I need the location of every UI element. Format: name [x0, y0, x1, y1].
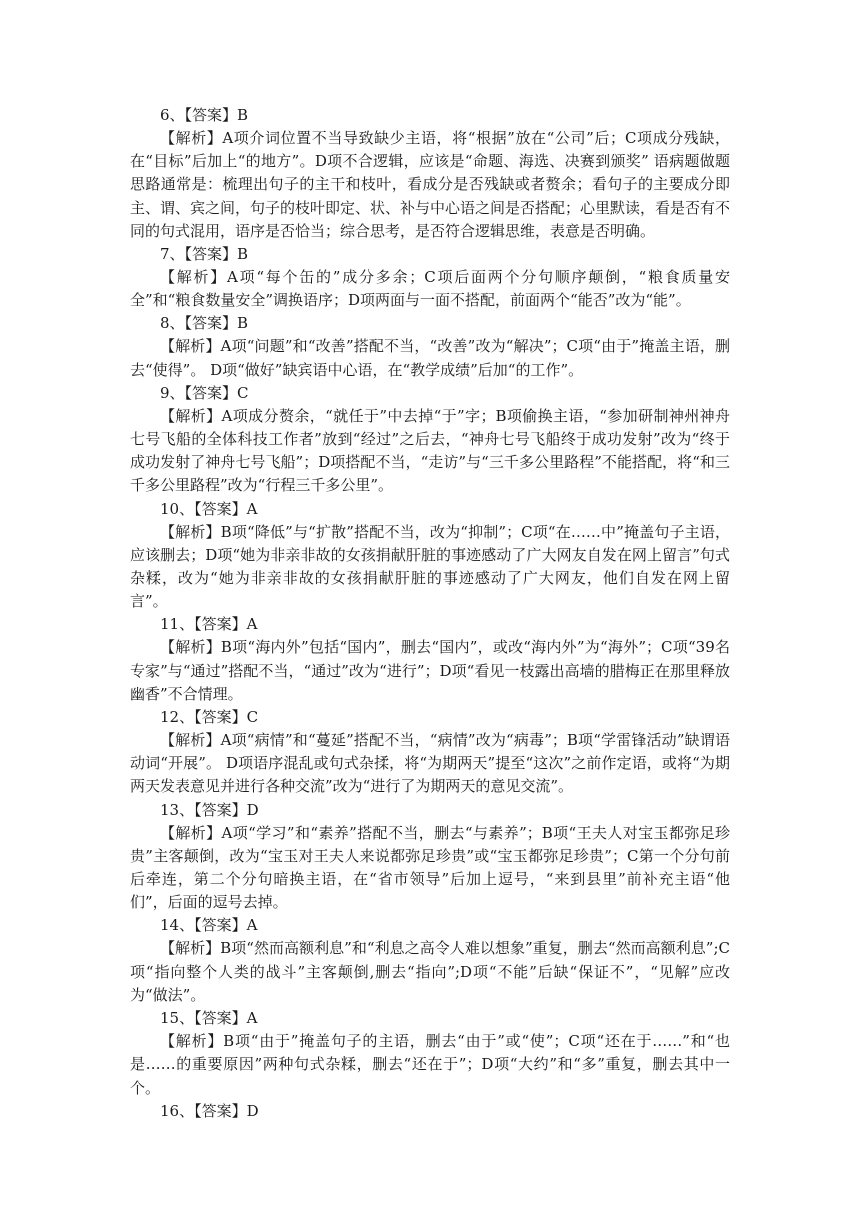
answer-entry-12	[130, 706, 730, 799]
document-body	[130, 104, 730, 1123]
answer-line: 11、【答案】A	[160, 615, 258, 634]
answer-line: 10、【答案】A	[160, 499, 258, 518]
answer-line: 8、【答案】B	[160, 314, 249, 333]
answer-entry-6	[130, 104, 730, 243]
answer-line: 6、【答案】B	[160, 106, 249, 124]
answer-line: 13、【答案】D	[160, 800, 259, 819]
analysis-paragraph: 【解析】A项“学习”和“素养”搭配不当，删去“与素养”；B项“王夫人对宝玉都弥足珍贵”主客颠倒，改为“宝玉对王夫人来说都弥足珍贵”或“宝玉都弥足珍贵”；C第一个分句前后牵连，第二个分句暗换主语，在“省市领导”后加上逗号，“来到县里”前补充主语“他们”，后面的逗号去掉。	[130, 823, 730, 912]
answer-entry-13	[130, 799, 730, 915]
analysis-paragraph: 【解析】A项“病情”和“蔓延”搭配不当，“病情”改为“病毒”；B项“学雷锋活动”缺谓语动词“开展”。 D项语序混乱或句式杂揉，将“为期两天”提至“这次”之前作定语，或将“为期两天发表意见并进行各种交流”改为“进行了为期两天的意见交流”。	[130, 731, 730, 796]
answer-line: 12、【答案】C	[160, 708, 259, 727]
answer-entry-8	[130, 312, 730, 381]
answer-entry-9	[130, 382, 730, 498]
analysis-paragraph: 【解析】B项“降低”与“扩散”搭配不当，改为“抑制”；C项“在……中”掩盖句子主语，应该删去；D项“她为非亲非故的女孩捐献肝脏的事迹感动了广大网友自发在网上留言”句式杂糅，改为“她为非亲非故的女孩捐献肝脏的事迹感动了广大网友，他们自发在网上留言”。	[130, 522, 730, 611]
answer-entry-7	[130, 243, 730, 312]
answer-entry-14	[130, 914, 730, 1007]
answer-line: 9、【答案】C	[160, 383, 249, 402]
answer-entry-16	[130, 1100, 730, 1123]
answer-entry-15	[130, 1007, 730, 1100]
answer-line: 15、【答案】A	[160, 1009, 258, 1028]
analysis-paragraph: 【解析】A项成分赘余，“就任于”中去掉“于”字；B项偷换主语，“参加研制神州神舟七号飞船的全体科技工作者”放到“经过”之后去，“神舟七号飞船终于成功发射”改为“终于成功发射了神舟七号飞船”；D项搭配不当，“走访”与“三千多公里路程”不能搭配，将“和三千多公里路程”改为“行程三千多公里”。	[130, 406, 730, 495]
answer-entry-10	[130, 498, 730, 614]
analysis-paragraph: 【解析】A项介词位置不当导致缺少主语，将“根据”放在“公司”后；C项成分残缺，在“目标”后加上“的地方”。D项不合逻辑，应该是“命题、海选、决赛到颁奖” 语病题做题思路通常是：梳理出句子的主干和枝叶，看成分是否残缺或者赘余；看句子的主要成分即主、谓、宾之间，句子的枝叶即定、状、补与中心语之间是否搭配；心里默读，看是否有不同的句式混用，语序是否恰当；综合思考，是否符合逻辑思维，表意是否明确。	[130, 129, 731, 240]
analysis-paragraph: 【解析】B项“由于”掩盖句子的主语，删去“由于”或“使”；C项“还在于……”和“也是……的重要原因”两种句式杂糅，删去“还在于”；D项“大约”和“多”重复，删去其中一个。	[130, 1032, 730, 1097]
answer-line: 14、【答案】A	[160, 916, 258, 935]
analysis-paragraph: 【解析】A项“问题”和“改善”搭配不当，“改善”改为“解决”；C项“由于”掩盖主语，删去“使得”。 D项“做好”缺宾语中心语，在“教学成绩”后加“的工作”。	[130, 337, 730, 379]
analysis-paragraph: 【解析】B项“海内外”包括“国内”，删去“国内”，或改“海内外”为“海外”；C项“39名专家”与“通过”搭配不当，“通过”改为“进行”；D项“看见一枝露出高墙的腊梅正在那里释放幽香”不合情理。	[130, 638, 730, 703]
answer-line: 7、【答案】B	[160, 245, 249, 264]
analysis-paragraph: 【解析】B项“然而高额利息”和“利息之高令人难以想象”重复，删去“然而高额利息”;C项“指向整个人类的战斗”主客颠倒,删去“指向”;D项“不能”后缺“保证不”，“见解”应改为“做法”。	[130, 939, 730, 1004]
analysis-paragraph: 【解析】A项“每个缶的”成分多余；C项后面两个分句顺序颠倒，“粮食质量安全”和“粮食数量安全”调换语序；D项两面与一面不搭配，前面两个“能否”改为“能”。	[130, 268, 730, 310]
answer-line: 16、【答案】D	[160, 1101, 259, 1120]
answer-entry-11	[130, 613, 730, 706]
